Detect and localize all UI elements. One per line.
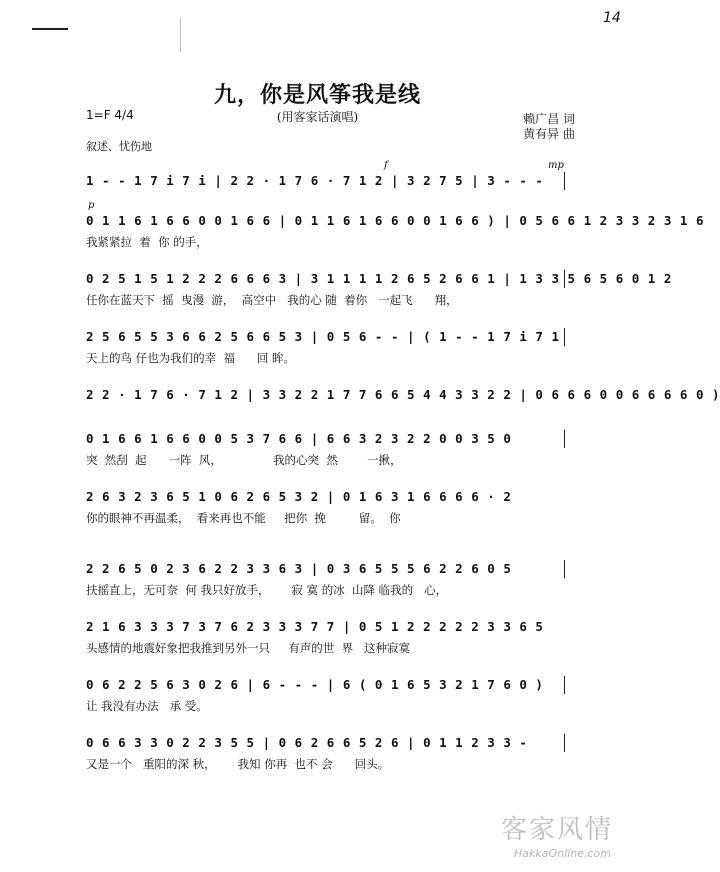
notation-line: 2 5 6 5 5 3 6 6 2 5 6 6 5 3 | 0 5 6 - - | ( 1 - - 1 7 i 7 1 [86,329,560,344]
lyrics-line: 你的眼神不再温柔， 看来再也不能 把你 挽 留。 你 [86,511,401,525]
staff-row [0,328,635,388]
barline [564,172,565,190]
staff-row [0,488,635,548]
dynamic-mark: mp [548,160,564,171]
staff-row [0,676,635,736]
corner-mark [32,28,68,30]
notation-line: 2 2 · 1 7 6 · 7 1 2 | 3 3 2 2 1 7 7 6 6 5 4 4 3 3 2 2 | 0 6 6 6 0 0 6 6 6 6 0 ) [86,387,720,402]
page-number: 14 [603,10,621,26]
key-signature: 1=F 4/4 [86,108,134,122]
notation-line: 0 6 2 2 5 6 3 0 2 6 | 6 - - - | 6 ( 0 1 6 5 3 2 1 7 6 0 ) [86,677,544,692]
staff-row [0,560,635,620]
watermark-logo: 客家风情 [500,815,613,845]
lyrics-line: 又是一个 重阳的深 秋， 我知 你再 也不 会 回头。 [86,757,390,771]
expression-marking: 叙述、忧伤地 [86,140,152,153]
barline [564,560,565,578]
notation-line: 2 6 3 2 3 6 5 1 0 6 2 6 5 3 2 | 0 1 6 3 1 6 6 6 6 · 2 [86,489,512,504]
lyrics-line: 任你在蓝天下 摇 曳漫 游， 高空中 我的心 随 着你 一起飞 翔， [86,293,458,307]
notation-line: 0 1 1 6 1 6 6 0 0 1 6 6 | 0 1 1 6 1 6 6 0 0 1 6 6 ) | 0 5 6 6 1 2 3 3 2 3 1 6 [86,213,704,228]
lyrics-line: 天上的鸟 仔也为我们的幸 福 回 眸。 [86,351,296,365]
staff-row [0,734,635,794]
notation-line: 1 - - 1 7 i 7 i | 2 2 · 1 7 6 · 7 1 2 | 3 2 7 5 | 3 - - - [86,173,544,188]
staff-row [0,430,635,490]
barline [564,430,565,448]
barline [564,270,565,288]
watermark-url: HakkaOnline.com [514,847,611,860]
lyrics-line: 突 然刮 起 一阵 风， 我的心突 然 一揪， [86,453,402,467]
notation-line: 0 1 6 6 1 6 6 0 0 5 3 7 6 6 | 6 6 3 2 3 2 2 0 0 3 5 0 [86,431,512,446]
song-subtitle: (用客家话演唱) [276,110,359,124]
notation-line: 2 1 6 3 3 3 7 3 7 6 2 3 3 3 7 7 | 0 5 1 2 2 2 2 2 3 3 6 5 [86,619,544,634]
notation-line: 0 6 6 3 3 0 2 2 3 5 5 | 0 6 2 6 6 5 2 6 | 0 1 1 2 3 3 - [86,735,528,750]
song-title: 九，你是风筝我是线 [213,82,421,108]
staff-row [0,618,635,678]
barline [564,676,565,694]
composer-credit: 黄有异 曲 [523,127,575,141]
lyrics-line: 让 我没有办法 承 受。 [86,699,208,713]
staff-row [0,200,704,272]
notation-line: 0 2 5 1 5 1 2 2 2 6 6 6 3 | 3 1 1 1 1 2 6 5 2 6 6 1 | 1 3 3 5 6 5 6 0 1 2 [86,271,672,286]
lyricist-credit: 赖广昌 词 [523,112,575,126]
dynamic-mark: p [88,200,95,211]
dynamic-mark: f [384,160,388,171]
scan-line [180,18,181,52]
lyrics-line: 我紧紧拉 着 你 的手， [86,235,208,249]
lyrics-line: 扶摇直上，无可奈 何 我只好放手， 寂 寞 的冰 山降 临我的 心， [86,583,448,597]
barline [564,734,565,752]
notation-line: 2 2 6 5 0 2 3 6 2 2 3 3 6 3 | 0 3 6 5 5 5 6 2 2 6 0 5 [86,561,512,576]
barline [564,328,565,346]
lyrics-line: 头感情的地震好象把我推到另外一只 有声的世 界 这种寂寞 [86,641,411,655]
staff-row [0,270,672,330]
